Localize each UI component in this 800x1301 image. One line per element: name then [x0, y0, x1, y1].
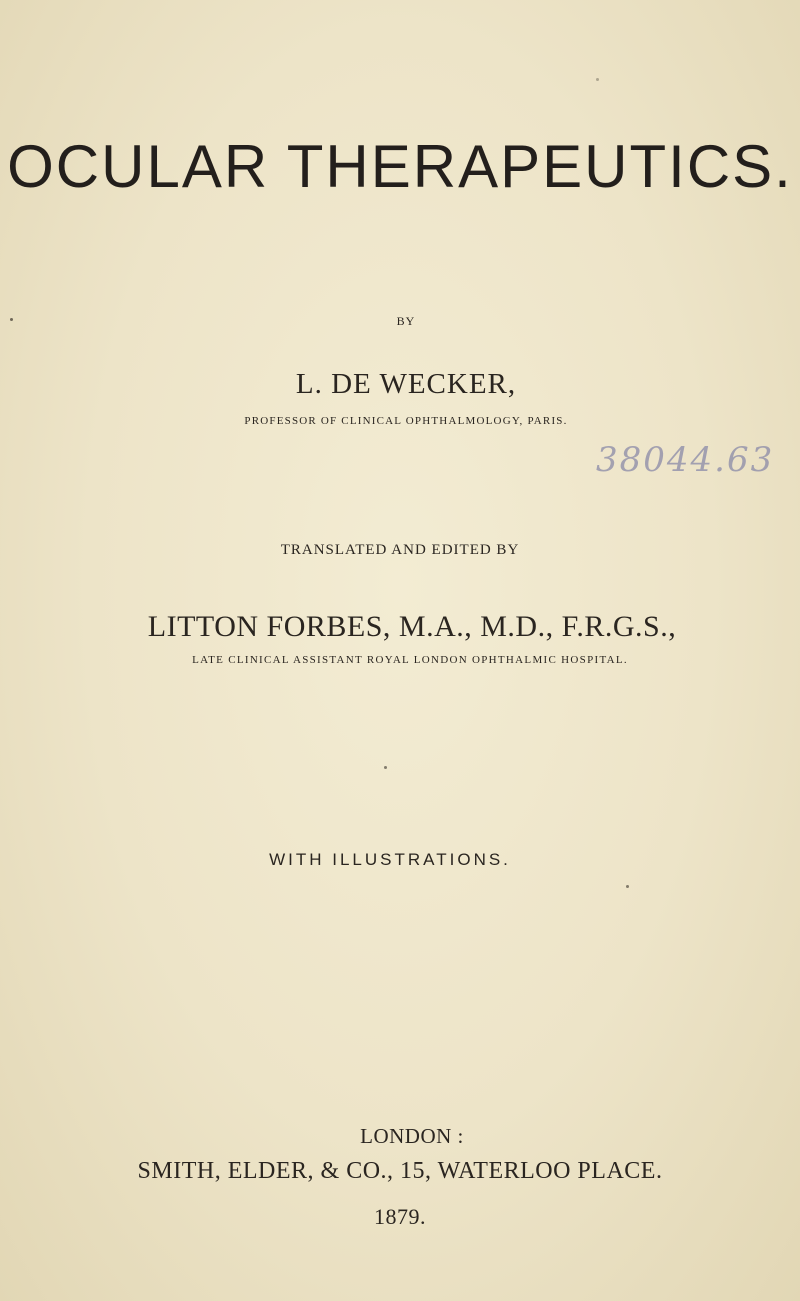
translator-name: LITTON FORBES, M.A., M.D., F.R.G.S.,: [147, 610, 677, 643]
book-title: OCULAR THERAPEUTICS.: [7, 133, 793, 200]
translated-by-label: TRANSLATED AND EDITED BY: [280, 542, 520, 558]
handwritten-shelf-mark: 38044.63: [596, 440, 775, 480]
publisher: SMITH, ELDER, & CO., 15, WATERLOO PLACE.: [137, 1158, 663, 1184]
author-role: PROFESSOR OF CLINICAL OPHTHALMOLOGY, PARIS.: [244, 415, 568, 427]
paper-speck: [10, 318, 13, 321]
illustrations-note: WITH ILLUSTRATIONS.: [269, 850, 511, 869]
paper-speck: [596, 78, 599, 81]
by-label: BY: [396, 314, 416, 328]
translator-role: LATE CLINICAL ASSISTANT ROYAL LONDON OPHTHALMIC HOSPITAL.: [192, 654, 628, 666]
publication-place: LONDON :: [360, 1124, 464, 1148]
paper-speck: [626, 885, 629, 888]
paper-speck: [384, 766, 387, 769]
publication-year: 1879.: [374, 1204, 426, 1229]
author-name: L. DE WECKER,: [295, 368, 517, 400]
